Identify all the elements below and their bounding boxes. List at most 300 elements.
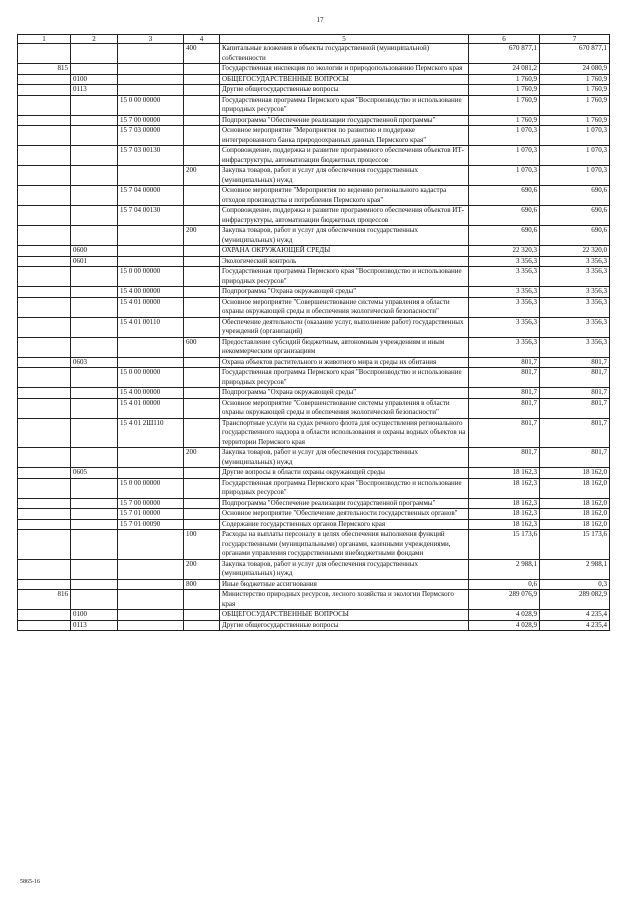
- amount-col7-cell: 3 356,3: [540, 256, 610, 267]
- item-name-cell: Основное мероприятие "Мероприятия по ведению регионального кадастра отходов производства и потребления Пермского края": [220, 186, 469, 206]
- amount-col7-cell: 15 173,6: [540, 530, 610, 560]
- table-row: [18, 530, 610, 560]
- item-name-cell: Охрана объектов растительного и животного мира и среды их обитания: [220, 357, 469, 368]
- authority-code-cell: [18, 498, 71, 509]
- target-article-cell: 15 0 00 00000: [118, 267, 184, 287]
- authority-code-cell: [18, 368, 71, 388]
- authority-code-cell: [18, 44, 71, 64]
- amount-col7-cell: 1 070,3: [540, 166, 610, 186]
- amount-col6-cell: 801,7: [469, 368, 540, 388]
- item-name-cell: Основное мероприятие "Совершенствование системы управления в области охраны окружающей среды и обеспечения экологической безопасности": [220, 297, 469, 317]
- table-row: [18, 448, 610, 468]
- table-row: [18, 226, 610, 246]
- amount-col7-cell: 1 760,9: [540, 74, 610, 85]
- item-name-cell: Содержание государственных органов Пермского края: [220, 519, 469, 530]
- expense-type-cell: [184, 64, 220, 75]
- authority-code-cell: [18, 206, 71, 226]
- authority-code-cell: [18, 478, 71, 498]
- amount-col7-cell: 3 356,3: [540, 287, 610, 298]
- item-name-cell: Подпрограмма "Охрана окружающей среды": [220, 287, 469, 298]
- amount-col6-cell: 1 760,9: [469, 74, 540, 85]
- authority-code-cell: [18, 448, 71, 468]
- target-article-cell: [118, 64, 184, 75]
- section-code-cell: [71, 267, 118, 287]
- section-code-cell: [71, 64, 118, 75]
- amount-col7-cell: 801,7: [540, 448, 610, 468]
- target-article-cell: [118, 44, 184, 64]
- target-article-cell: [118, 357, 184, 368]
- item-name-cell: Закупка товаров, работ и услуг для обеспечения государственных (муниципальных) нужд: [220, 226, 469, 246]
- item-name-cell: Министерство природных ресурсов, лесного хозяйства и экологии Пермского края: [220, 590, 469, 610]
- amount-col6-cell: 3 356,3: [469, 337, 540, 357]
- section-code-cell: [71, 146, 118, 166]
- section-code-cell: [71, 317, 118, 337]
- amount-col6-cell: 18 162,3: [469, 498, 540, 509]
- expense-type-cell: [184, 256, 220, 267]
- target-article-cell: [118, 226, 184, 246]
- expense-type-cell: [184, 398, 220, 418]
- header-cell: 2: [71, 35, 118, 44]
- item-name-cell: Подпрограмма "Обеспечение реализации государственной программы": [220, 115, 469, 126]
- expense-type-cell: [184, 186, 220, 206]
- section-code-cell: 0600: [71, 246, 118, 257]
- item-name-cell: ОБЩЕГОСУДАРСТВЕННЫЕ ВОПРОСЫ: [220, 610, 469, 621]
- section-code-cell: [71, 115, 118, 126]
- amount-col7-cell: 24 080,9: [540, 64, 610, 75]
- item-name-cell: Предоставление субсидий бюджетным, автономным учреждениям и иным некоммерческим организациям: [220, 337, 469, 357]
- authority-code-cell: [18, 95, 71, 115]
- item-name-cell: Капитальные вложения в объекты государственной (муниципальной) собственности: [220, 44, 469, 64]
- section-code-cell: [71, 418, 118, 448]
- authority-code-cell: [18, 468, 71, 479]
- header-cell: 6: [469, 35, 540, 44]
- amount-col6-cell: 3 356,3: [469, 317, 540, 337]
- amount-col6-cell: 690,6: [469, 226, 540, 246]
- table-row: [18, 398, 610, 418]
- authority-code-cell: 816: [18, 590, 71, 610]
- table-row: [18, 478, 610, 498]
- amount-col7-cell: 801,7: [540, 398, 610, 418]
- expense-type-cell: 100: [184, 530, 220, 560]
- amount-col7-cell: 18 162,0: [540, 498, 610, 509]
- section-code-cell: [71, 448, 118, 468]
- target-article-cell: 15 7 00 00000: [118, 498, 184, 509]
- authority-code-cell: 815: [18, 64, 71, 75]
- section-code-cell: [71, 287, 118, 298]
- target-article-cell: [118, 85, 184, 96]
- authority-code-cell: [18, 85, 71, 96]
- target-article-cell: [118, 246, 184, 257]
- authority-code-cell: [18, 579, 71, 590]
- section-code-cell: 0100: [71, 74, 118, 85]
- authority-code-cell: [18, 267, 71, 287]
- amount-col6-cell: 4 028,9: [469, 610, 540, 621]
- authority-code-cell: [18, 226, 71, 246]
- target-article-cell: 15 4 01 00000: [118, 297, 184, 317]
- item-name-cell: Другие общегосударственные вопросы: [220, 620, 469, 631]
- amount-col6-cell: 801,7: [469, 388, 540, 399]
- amount-col6-cell: 2 988,1: [469, 559, 540, 579]
- amount-col6-cell: 1 070,3: [469, 146, 540, 166]
- table-row: [18, 186, 610, 206]
- item-name-cell: ОБЩЕГОСУДАРСТВЕННЫЕ ВОПРОСЫ: [220, 74, 469, 85]
- item-name-cell: Сопровождение, поддержка и развитие программного обеспечения объектов ИТ-инфраструктуры, автоматизации бюджетных процессов: [220, 206, 469, 226]
- section-code-cell: [71, 166, 118, 186]
- authority-code-cell: [18, 166, 71, 186]
- expense-type-cell: 200: [184, 559, 220, 579]
- authority-code-cell: [18, 530, 71, 560]
- authority-code-cell: [18, 297, 71, 317]
- target-article-cell: 15 7 00 00000: [118, 115, 184, 126]
- item-name-cell: Основное мероприятие "Мероприятия по развитию и поддержке интегрированного банка природоохранных данных Пермского края": [220, 126, 469, 146]
- budget-table: [17, 34, 610, 631]
- amount-col7-cell: 22 320,0: [540, 246, 610, 257]
- amount-col6-cell: 0,6: [469, 579, 540, 590]
- section-code-cell: [71, 478, 118, 498]
- amount-col6-cell: 3 356,3: [469, 297, 540, 317]
- table-row: [18, 44, 610, 64]
- target-article-cell: 15 4 00 00000: [118, 287, 184, 298]
- authority-code-cell: [18, 256, 71, 267]
- section-code-cell: 0100: [71, 610, 118, 621]
- section-code-cell: [71, 509, 118, 520]
- document-code: 5865-16: [20, 879, 40, 885]
- target-article-cell: 15 7 03 00000: [118, 126, 184, 146]
- item-name-cell: Подпрограмма "Обеспечение реализации государственной программы": [220, 498, 469, 509]
- section-code-cell: [71, 44, 118, 64]
- table-row: [18, 337, 610, 357]
- authority-code-cell: [18, 610, 71, 621]
- section-code-cell: [71, 579, 118, 590]
- expense-type-cell: [184, 206, 220, 226]
- amount-col6-cell: 22 320,3: [469, 246, 540, 257]
- section-code-cell: [71, 337, 118, 357]
- page-number: 17: [316, 16, 324, 24]
- authority-code-cell: [18, 126, 71, 146]
- amount-col6-cell: 1 760,9: [469, 115, 540, 126]
- target-article-cell: 15 0 00 00000: [118, 478, 184, 498]
- expense-type-cell: [184, 368, 220, 388]
- amount-col7-cell: 289 082,9: [540, 590, 610, 610]
- authority-code-cell: [18, 287, 71, 298]
- header-cell: 5: [220, 35, 469, 44]
- item-name-cell: Основное мероприятие "Обеспечение деятельности государственных органов": [220, 509, 469, 520]
- section-code-cell: [71, 95, 118, 115]
- item-name-cell: Закупка товаров, работ и услуг для обеспечения государственных (муниципальных) нужд: [220, 448, 469, 468]
- target-article-cell: [118, 468, 184, 479]
- section-code-cell: 0113: [71, 620, 118, 631]
- amount-col7-cell: 3 356,3: [540, 267, 610, 287]
- expense-type-cell: [184, 126, 220, 146]
- section-code-cell: 0603: [71, 357, 118, 368]
- expense-type-cell: [184, 357, 220, 368]
- authority-code-cell: [18, 337, 71, 357]
- table-row: [18, 267, 610, 287]
- table-row: [18, 85, 610, 96]
- table-row: [18, 95, 610, 115]
- target-article-cell: 15 4 01 2Ш110: [118, 418, 184, 448]
- table-row: [18, 206, 610, 226]
- authority-code-cell: [18, 146, 71, 166]
- target-article-cell: [118, 620, 184, 631]
- section-code-cell: [71, 388, 118, 399]
- table-row: [18, 146, 610, 166]
- amount-col6-cell: 18 162,3: [469, 509, 540, 520]
- target-article-cell: 15 7 04 00130: [118, 206, 184, 226]
- amount-col7-cell: 1 760,9: [540, 85, 610, 96]
- amount-col7-cell: 690,6: [540, 186, 610, 206]
- section-code-cell: [71, 126, 118, 146]
- table-row: [18, 357, 610, 368]
- amount-col6-cell: 289 076,9: [469, 590, 540, 610]
- amount-col7-cell: 18 162,0: [540, 509, 610, 520]
- amount-col6-cell: 3 356,3: [469, 287, 540, 298]
- expense-type-cell: [184, 620, 220, 631]
- expense-type-cell: 600: [184, 337, 220, 357]
- amount-col7-cell: 3 356,3: [540, 297, 610, 317]
- target-article-cell: 15 0 00 00000: [118, 95, 184, 115]
- table-row: [18, 388, 610, 399]
- expense-type-cell: [184, 317, 220, 337]
- amount-col6-cell: 18 162,3: [469, 468, 540, 479]
- table-row: [18, 126, 610, 146]
- target-article-cell: [118, 590, 184, 610]
- amount-col7-cell: 18 162,0: [540, 519, 610, 530]
- amount-col6-cell: 18 162,3: [469, 519, 540, 530]
- table-row: [18, 468, 610, 479]
- amount-col6-cell: 4 028,9: [469, 620, 540, 631]
- authority-code-cell: [18, 620, 71, 631]
- table-body: [18, 44, 610, 631]
- target-article-cell: 15 4 01 00110: [118, 317, 184, 337]
- target-article-cell: 15 7 04 00000: [118, 186, 184, 206]
- amount-col6-cell: 690,6: [469, 206, 540, 226]
- section-code-cell: [71, 226, 118, 246]
- item-name-cell: Закупка товаров, работ и услуг для обеспечения государственных (муниципальных) нужд: [220, 559, 469, 579]
- amount-col7-cell: 1 760,9: [540, 115, 610, 126]
- header-row: [18, 35, 610, 44]
- amount-col6-cell: 3 356,3: [469, 267, 540, 287]
- amount-col7-cell: 18 162,0: [540, 468, 610, 479]
- section-code-cell: [71, 186, 118, 206]
- target-article-cell: 15 7 01 00000: [118, 509, 184, 520]
- amount-col7-cell: 18 162,0: [540, 478, 610, 498]
- item-name-cell: Другие вопросы в области охраны окружающей среды: [220, 468, 469, 479]
- expense-type-cell: [184, 498, 220, 509]
- table-row: [18, 166, 610, 186]
- table-row: [18, 498, 610, 509]
- item-name-cell: Государственная программа Пермского края "Воспроизводство и использование природных ресурсов": [220, 267, 469, 287]
- table-row: [18, 559, 610, 579]
- authority-code-cell: [18, 398, 71, 418]
- item-name-cell: Экологический контроль: [220, 256, 469, 267]
- section-code-cell: [71, 297, 118, 317]
- target-article-cell: [118, 559, 184, 579]
- expense-type-cell: 200: [184, 226, 220, 246]
- amount-col7-cell: 801,7: [540, 388, 610, 399]
- section-code-cell: [71, 368, 118, 388]
- item-name-cell: Расходы на выплаты персоналу в целях обеспечения выполнения функций государственными (муниципальными) органами, казенными учреждениями, органами управления государственными внебюджетными фондами: [220, 530, 469, 560]
- amount-col7-cell: 4 235,4: [540, 620, 610, 631]
- item-name-cell: Основное мероприятие "Совершенствование системы управления в области охраны окружающей среды и обеспечения экологической безопасности": [220, 398, 469, 418]
- section-code-cell: 0601: [71, 256, 118, 267]
- amount-col7-cell: 3 356,3: [540, 337, 610, 357]
- amount-col6-cell: 15 173,6: [469, 530, 540, 560]
- item-name-cell: Закупка товаров, работ и услуг для обеспечения государственных (муниципальных) нужд: [220, 166, 469, 186]
- amount-col6-cell: 1 760,9: [469, 85, 540, 96]
- amount-col7-cell: 4 235,4: [540, 610, 610, 621]
- table-row: [18, 317, 610, 337]
- amount-col7-cell: 0,3: [540, 579, 610, 590]
- item-name-cell: Государственная инспекция по экологии и природопользованию Пермского края: [220, 64, 469, 75]
- authority-code-cell: [18, 317, 71, 337]
- item-name-cell: Подпрограмма "Охрана окружающей среды": [220, 388, 469, 399]
- authority-code-cell: [18, 388, 71, 399]
- target-article-cell: 15 0 00 00000: [118, 368, 184, 388]
- table-row: [18, 579, 610, 590]
- section-code-cell: [71, 498, 118, 509]
- target-article-cell: [118, 610, 184, 621]
- amount-col7-cell: 1 760,9: [540, 95, 610, 115]
- expense-type-cell: 200: [184, 166, 220, 186]
- section-code-cell: [71, 530, 118, 560]
- expense-type-cell: [184, 610, 220, 621]
- authority-code-cell: [18, 519, 71, 530]
- table-row: [18, 297, 610, 317]
- item-name-cell: Сопровождение, поддержка и развитие программного обеспечения объектов ИТ-инфраструктуры, автоматизации бюджетных процессов: [220, 146, 469, 166]
- expense-type-cell: [184, 95, 220, 115]
- table-row: [18, 256, 610, 267]
- table-row: [18, 610, 610, 621]
- header-cell: 1: [18, 35, 71, 44]
- amount-col7-cell: 690,6: [540, 226, 610, 246]
- amount-col6-cell: 801,7: [469, 357, 540, 368]
- expense-type-cell: 400: [184, 44, 220, 64]
- target-article-cell: [118, 256, 184, 267]
- authority-code-cell: [18, 246, 71, 257]
- item-name-cell: Обеспечение деятельности (оказание услуг, выполнение работ) государственных учреждений (организаций): [220, 317, 469, 337]
- table-row: [18, 115, 610, 126]
- target-article-cell: [118, 337, 184, 357]
- amount-col6-cell: 24 081,2: [469, 64, 540, 75]
- amount-col6-cell: 690,6: [469, 186, 540, 206]
- amount-col6-cell: 801,7: [469, 448, 540, 468]
- table-row: [18, 64, 610, 75]
- target-article-cell: 15 7 01 00090: [118, 519, 184, 530]
- section-code-cell: [71, 398, 118, 418]
- table-row: [18, 519, 610, 530]
- amount-col6-cell: 1 070,3: [469, 166, 540, 186]
- target-article-cell: 15 4 01 00000: [118, 398, 184, 418]
- amount-col6-cell: 801,7: [469, 418, 540, 448]
- authority-code-cell: [18, 115, 71, 126]
- amount-col7-cell: 1 070,3: [540, 146, 610, 166]
- amount-col7-cell: 690,6: [540, 206, 610, 226]
- header-cell: 7: [540, 35, 610, 44]
- table-row: [18, 368, 610, 388]
- item-name-cell: Государственная программа Пермского края "Воспроизводство и использование природных ресурсов": [220, 95, 469, 115]
- expense-type-cell: [184, 115, 220, 126]
- table-row: [18, 509, 610, 520]
- section-code-cell: 0605: [71, 468, 118, 479]
- amount-col7-cell: 670 877,1: [540, 44, 610, 64]
- table-row: [18, 590, 610, 610]
- expense-type-cell: [184, 468, 220, 479]
- expense-type-cell: 200: [184, 448, 220, 468]
- authority-code-cell: [18, 509, 71, 520]
- amount-col7-cell: 801,7: [540, 368, 610, 388]
- item-name-cell: Государственная программа Пермского края "Воспроизводство и использование природных ресурсов": [220, 478, 469, 498]
- amount-col7-cell: 3 356,3: [540, 317, 610, 337]
- expense-type-cell: [184, 246, 220, 257]
- section-code-cell: 0113: [71, 85, 118, 96]
- expense-type-cell: [184, 146, 220, 166]
- expense-type-cell: [184, 590, 220, 610]
- table-row: [18, 287, 610, 298]
- amount-col6-cell: 670 877,1: [469, 44, 540, 64]
- amount-col6-cell: 1 070,3: [469, 126, 540, 146]
- table-row: [18, 418, 610, 448]
- amount-col7-cell: 2 988,1: [540, 559, 610, 579]
- header-cell: 3: [118, 35, 184, 44]
- amount-col6-cell: 3 356,3: [469, 256, 540, 267]
- amount-col7-cell: 801,7: [540, 418, 610, 448]
- section-code-cell: [71, 519, 118, 530]
- expense-type-cell: [184, 287, 220, 298]
- expense-type-cell: [184, 478, 220, 498]
- amount-col6-cell: 18 162,3: [469, 478, 540, 498]
- authority-code-cell: [18, 559, 71, 579]
- table-row: [18, 620, 610, 631]
- item-name-cell: ОХРАНА ОКРУЖАЮЩЕЙ СРЕДЫ: [220, 246, 469, 257]
- target-article-cell: [118, 74, 184, 85]
- section-code-cell: [71, 559, 118, 579]
- amount-col7-cell: 801,7: [540, 357, 610, 368]
- expense-type-cell: 800: [184, 579, 220, 590]
- expense-type-cell: [184, 388, 220, 399]
- amount-col6-cell: 801,7: [469, 398, 540, 418]
- target-article-cell: [118, 530, 184, 560]
- target-article-cell: 15 7 03 00130: [118, 146, 184, 166]
- item-name-cell: Другие общегосударственные вопросы: [220, 85, 469, 96]
- item-name-cell: Иные бюджетные ассигнования: [220, 579, 469, 590]
- authority-code-cell: [18, 74, 71, 85]
- authority-code-cell: [18, 186, 71, 206]
- amount-col6-cell: 1 760,9: [469, 95, 540, 115]
- expense-type-cell: [184, 297, 220, 317]
- table-row: [18, 74, 610, 85]
- expense-type-cell: [184, 267, 220, 287]
- expense-type-cell: [184, 418, 220, 448]
- target-article-cell: [118, 579, 184, 590]
- item-name-cell: Транспортные услуги на судах речного флота для осуществления регионального государственного надзора в области использования и охраны водных объектов на территории Пермского края: [220, 418, 469, 448]
- expense-type-cell: [184, 85, 220, 96]
- authority-code-cell: [18, 357, 71, 368]
- expense-type-cell: [184, 509, 220, 520]
- header-cell: 4: [184, 35, 220, 44]
- section-code-cell: [71, 590, 118, 610]
- authority-code-cell: [18, 418, 71, 448]
- target-article-cell: [118, 448, 184, 468]
- section-code-cell: [71, 206, 118, 226]
- item-name-cell: Государственная программа Пермского края "Воспроизводство и использование природных ресурсов": [220, 368, 469, 388]
- expense-type-cell: [184, 74, 220, 85]
- table-row: [18, 246, 610, 257]
- amount-col7-cell: 1 070,3: [540, 126, 610, 146]
- expense-type-cell: [184, 519, 220, 530]
- target-article-cell: [118, 166, 184, 186]
- target-article-cell: 15 4 00 00000: [118, 388, 184, 399]
